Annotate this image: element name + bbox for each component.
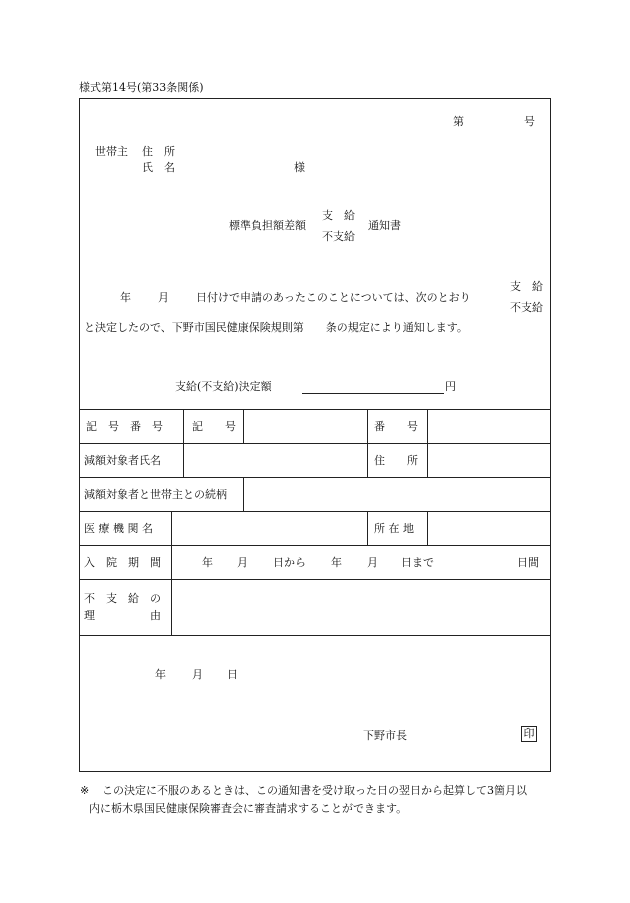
table-vline <box>243 409 244 443</box>
title-suffix: 通知書 <box>368 219 401 232</box>
table-vline <box>367 511 368 545</box>
period-month1: 月 <box>237 556 248 569</box>
name-label: 氏 名 <box>142 161 175 174</box>
table-vline <box>171 511 172 635</box>
bango-label: 番 号 <box>374 420 418 433</box>
footer-month: 月 <box>192 668 203 681</box>
title-opt-fushikyu: 不支給 <box>322 230 355 243</box>
body-month: 月 <box>158 291 169 304</box>
amount-underline <box>302 393 444 394</box>
note-mark: ※ <box>80 784 90 797</box>
fushikyu-reason-label-1: 不 支 給 の <box>84 592 161 605</box>
period-days: 日間 <box>517 556 539 569</box>
table-line <box>79 409 551 410</box>
fushikyu-reason-label-2: 理 由 <box>84 609 161 622</box>
amount-label: 支給(不支給)決定額 <box>175 380 272 393</box>
title-main: 標準負担額差額 <box>229 219 306 232</box>
kigo-bango-label: 記 号 番 号 <box>86 420 163 433</box>
taisho-shimei-label: 減額対象者氏名 <box>84 454 161 467</box>
period-year1: 年 <box>202 556 213 569</box>
zokugara-label: 減額対象者と世帯主との続柄 <box>84 488 227 501</box>
jusho-label: 住 所 <box>374 454 418 467</box>
nyuin-label: 入 院 期 間 <box>84 556 161 569</box>
table-line <box>79 545 551 546</box>
amount-yen: 円 <box>445 380 456 393</box>
note-line2: 内に栃木県国民健康保険審査会に審査請求することができます。 <box>89 802 408 815</box>
body-line2: と決定したので、下野市国民健康保険規則第 条の規定により通知します。 <box>84 321 468 334</box>
table-vline <box>183 409 184 477</box>
table-line <box>79 443 551 444</box>
body-opt-fushikyu: 不支給 <box>510 301 543 314</box>
setai-label: 世帯主 <box>95 145 128 158</box>
table-line <box>79 511 551 512</box>
table-line <box>79 635 551 636</box>
address-label: 住 所 <box>142 145 175 158</box>
number-gou: 号 <box>524 115 535 128</box>
notice-frame <box>79 98 551 772</box>
period-to: 日まで <box>401 556 434 569</box>
table-vline <box>367 409 368 477</box>
body-year: 年 <box>120 291 131 304</box>
seal-mark: 印 <box>521 726 537 742</box>
body-opt-shikyu: 支 給 <box>510 280 543 293</box>
shozaichi-label: 所 在 地 <box>374 522 414 535</box>
mayor-label: 下野市長 <box>363 729 407 742</box>
number-dai: 第 <box>453 115 464 128</box>
period-from: 日から <box>273 556 306 569</box>
period-year2: 年 <box>331 556 342 569</box>
footer-day: 日 <box>227 668 238 681</box>
table-vline <box>427 511 428 545</box>
sama-label: 様 <box>294 161 305 174</box>
kigo-label: 記 号 <box>192 420 236 433</box>
body-line1: 日付けで申請のあったこのことについては、次のとおり <box>196 291 471 304</box>
iryo-label: 医 療 機 関 名 <box>84 522 153 535</box>
title-opt-shikyu: 支 給 <box>322 209 355 222</box>
table-line <box>79 477 551 478</box>
form-number: 様式第14号(第33条関係) <box>79 81 204 94</box>
note-line1: この決定に不服のあるときは、この通知書を受け取った日の翌日から起算して3箇月以 <box>102 784 527 797</box>
footer-year: 年 <box>155 668 166 681</box>
table-line <box>79 579 551 580</box>
table-vline <box>427 409 428 477</box>
table-vline <box>243 477 244 511</box>
period-month2: 月 <box>367 556 378 569</box>
